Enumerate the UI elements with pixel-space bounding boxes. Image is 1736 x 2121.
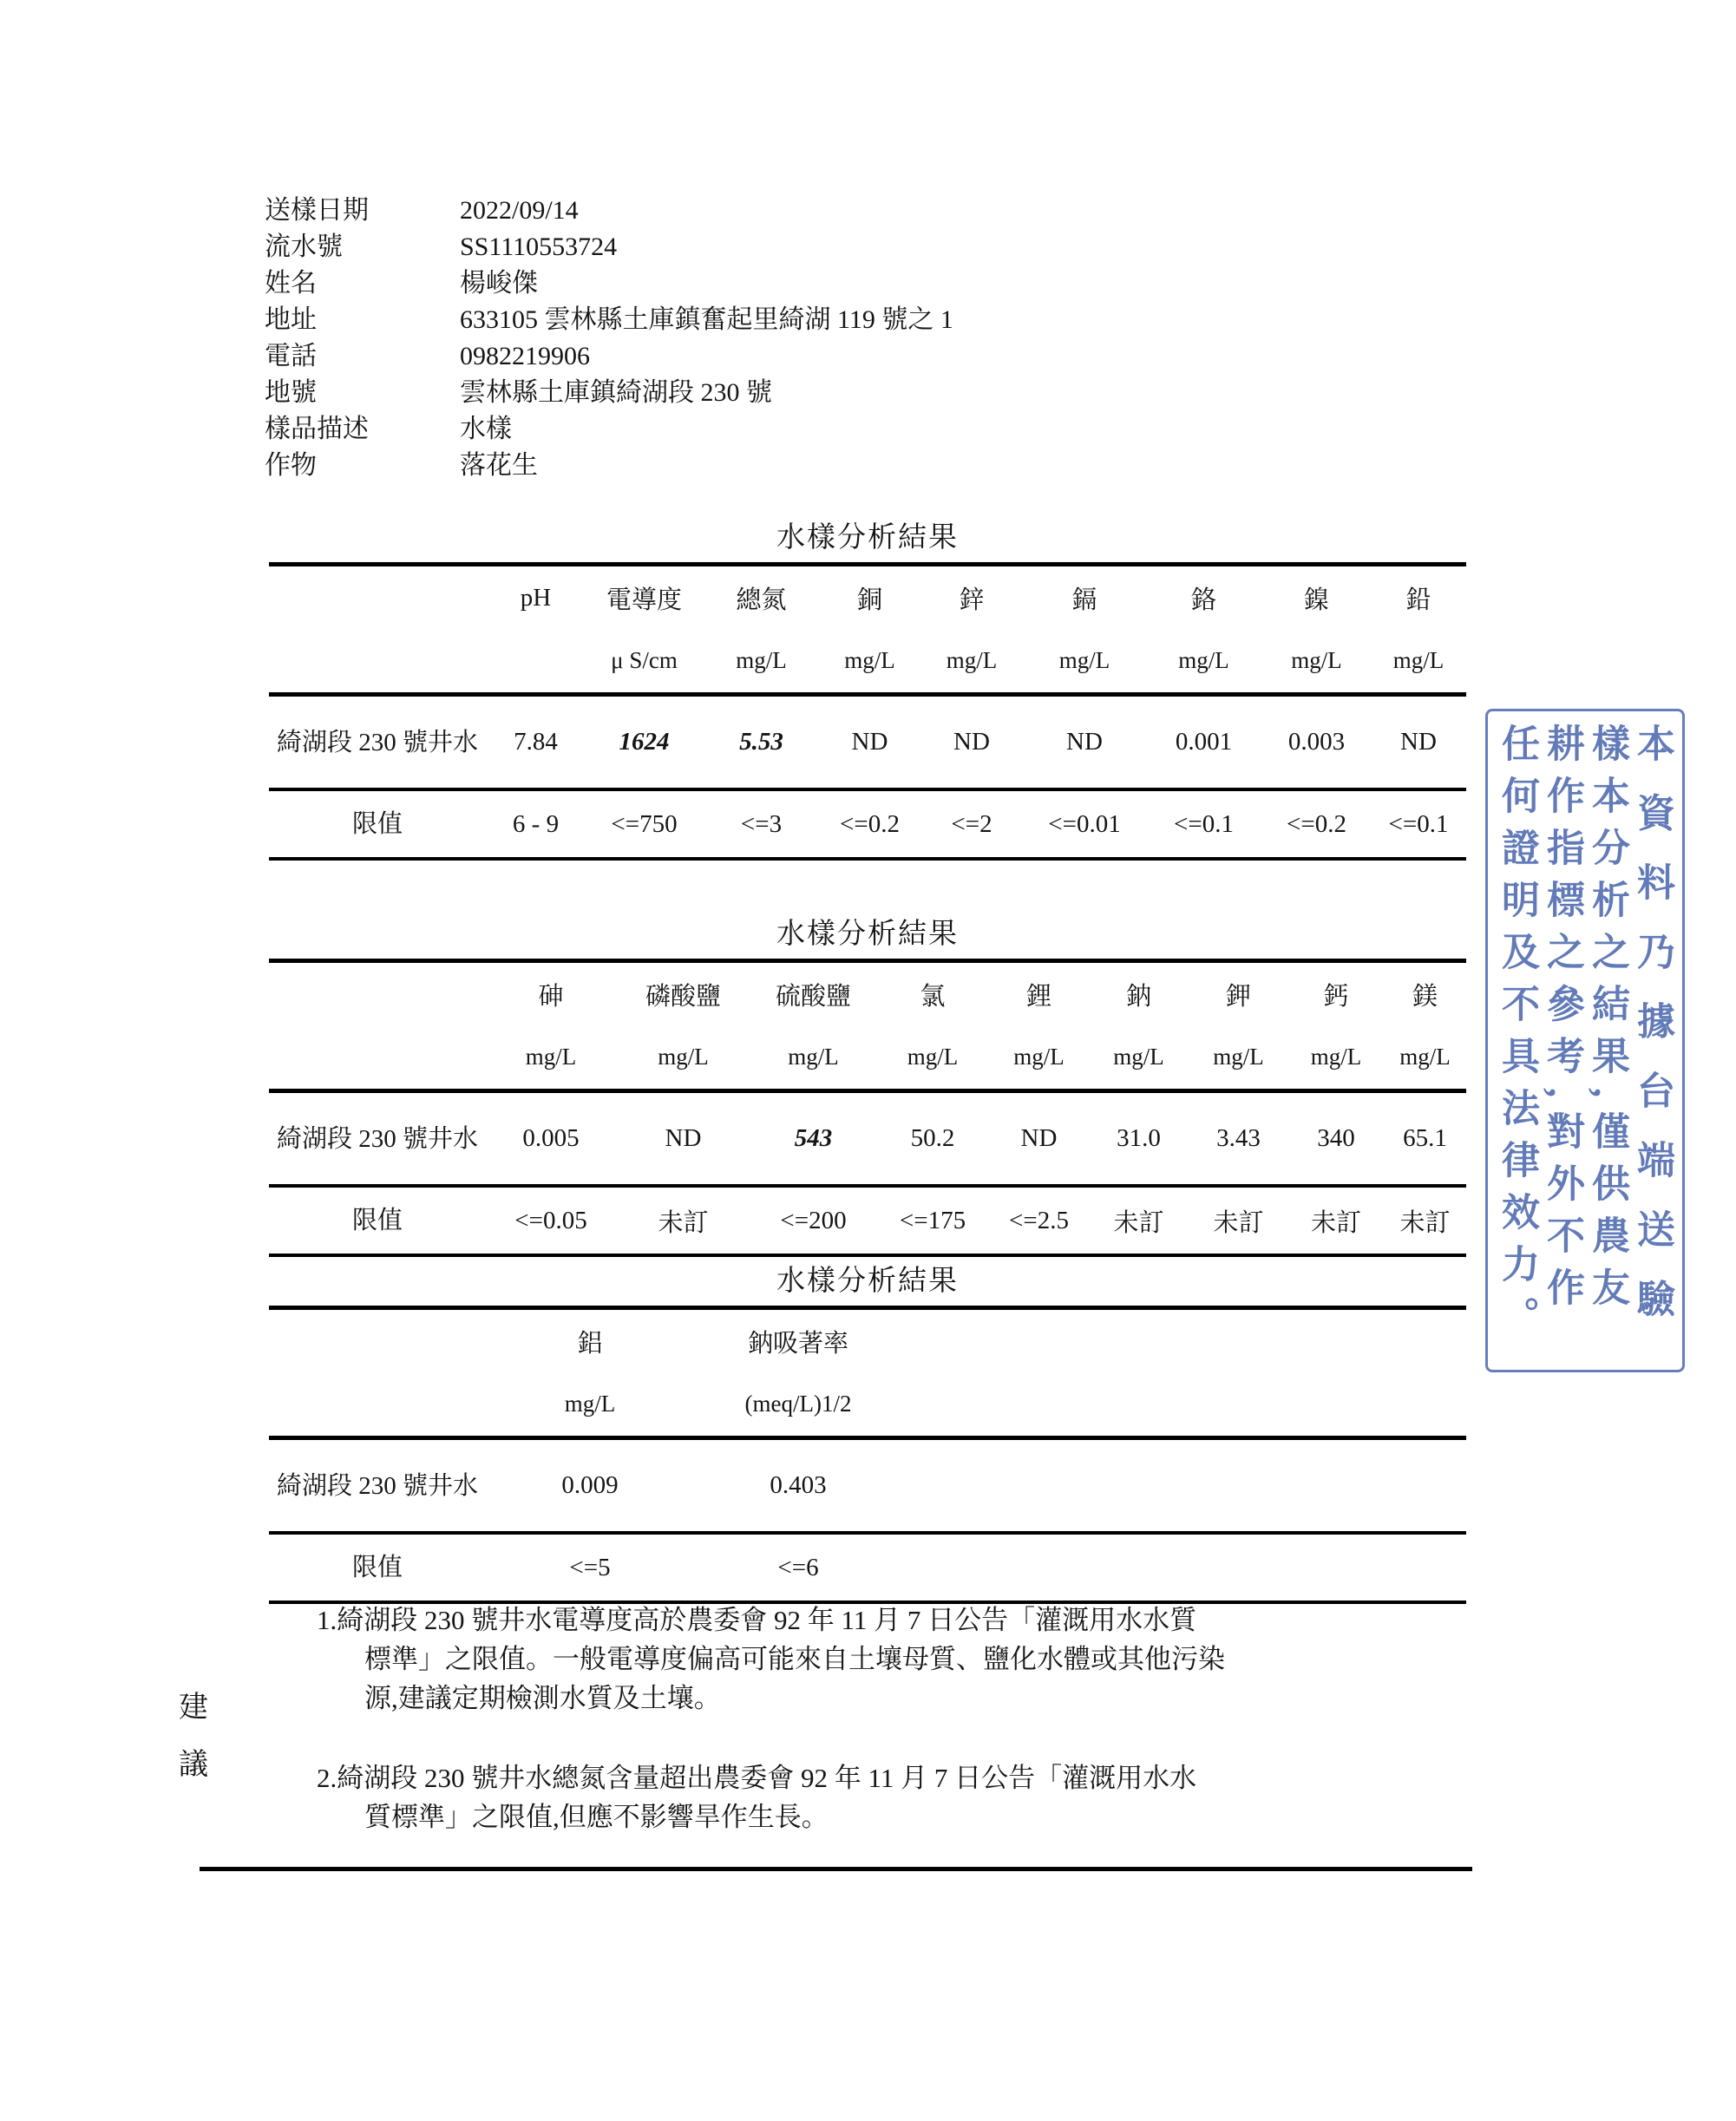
- value-cell: 0.001: [1145, 695, 1262, 790]
- param-unit: mg/L: [1384, 1025, 1466, 1091]
- param-name: 鎳: [1303, 586, 1329, 614]
- value-cell: ND: [1024, 695, 1145, 790]
- value-cell: ND: [616, 1091, 750, 1187]
- value-cell: ND: [820, 695, 920, 790]
- value-cell-exceeded: 5.53: [703, 695, 820, 790]
- empty-cell: [902, 1438, 1466, 1534]
- param-unit: mg/L: [1024, 629, 1145, 695]
- param-name: 硫酸鹽: [775, 982, 851, 1011]
- value-cell: 0.403: [694, 1438, 902, 1534]
- value-cell: 65.1: [1384, 1091, 1466, 1187]
- sample-name: 綺湖段 230 號井水: [269, 695, 486, 790]
- limit-cell: 未訂: [1113, 1208, 1164, 1237]
- param-unit: mg/L: [703, 629, 820, 695]
- recommendation-line: 質標準」之限值,但應不影響旱作生長。: [364, 1802, 829, 1832]
- value-cell: 50.2: [876, 1091, 989, 1187]
- unit-row: [269, 1025, 1466, 1091]
- field-label: 樣品描述: [265, 415, 369, 443]
- recommendation-line: 1.綺湖段 230 號井水電導度高於農委會 92 年 11 月 7 日公告「灌溉用水水質: [317, 1605, 1197, 1635]
- field-value: 落花生: [460, 451, 538, 480]
- empty-cell: [269, 565, 486, 630]
- field-serial-number: [265, 229, 953, 265]
- limit-row: [269, 1533, 1466, 1602]
- value-cell: ND: [920, 695, 1024, 790]
- recommendation-label-char: 議: [179, 1749, 208, 1781]
- param-name: 鉻: [1190, 586, 1216, 614]
- value-cell: 31.0: [1089, 1091, 1189, 1187]
- field-label: 姓名: [265, 269, 317, 298]
- param-unit: μ S/cm: [586, 629, 703, 695]
- param-name: 鋁: [577, 1329, 603, 1358]
- field-land-number: [265, 375, 953, 411]
- disclaimer-stamp: [1485, 709, 1685, 1372]
- empty-cell: [902, 1372, 1466, 1438]
- limit-cell: 未訂: [658, 1208, 709, 1237]
- param-name: 鎂: [1412, 982, 1438, 1011]
- field-label: 地址: [265, 305, 317, 334]
- empty-cell: [269, 1372, 486, 1438]
- recommendation-line: 2.綺湖段 230 號井水總氮含量超出農委會 92 年 11 月 7 日公告「灌溉用水水: [317, 1763, 1197, 1793]
- analysis-table-2-grid: [269, 959, 1466, 1257]
- param-name: 鈉: [1125, 982, 1151, 1011]
- recommendation-text: [317, 1601, 1484, 1836]
- limit-cell: <=175: [899, 1206, 966, 1234]
- field-label: 作物: [265, 451, 317, 480]
- analysis-table-2: [269, 917, 1466, 1257]
- param-name: 氯: [920, 982, 946, 1011]
- sample-value-row: [269, 1091, 1466, 1187]
- sample-value-row: [269, 1438, 1466, 1534]
- value-cell: 3.43: [1189, 1091, 1288, 1187]
- param-unit: mg/L: [1262, 629, 1371, 695]
- field-value: 2022/09/14: [460, 196, 579, 225]
- field-value: 0982219906: [460, 342, 590, 370]
- limit-cell: <=0.05: [514, 1206, 587, 1234]
- limit-label: 限值: [351, 1554, 403, 1581]
- param-unit: mg/L: [1145, 629, 1262, 695]
- field-label: 電話: [265, 342, 317, 370]
- limit-cell: 6 - 9: [512, 809, 560, 838]
- param-unit: [486, 629, 586, 695]
- limit-cell: 未訂: [1213, 1208, 1264, 1237]
- empty-cell: [269, 1308, 486, 1373]
- field-value: 633105 雲林縣土庫鎮奮起里綺湖 119 號之 1: [460, 305, 953, 334]
- param-name: 鉛: [1405, 586, 1431, 614]
- param-unit: mg/L: [750, 1025, 876, 1091]
- empty-cell: [902, 1308, 1466, 1373]
- stamp-column-1: 本資料乃據台端送驗: [1631, 723, 1674, 1348]
- sample-value-row: [269, 695, 1466, 790]
- limit-cell: <=6: [777, 1553, 819, 1581]
- value-cell: ND: [989, 1091, 1089, 1187]
- table-title: 水樣分析結果: [776, 522, 959, 553]
- limit-cell: <=3: [740, 809, 783, 838]
- param-unit: mg/L: [989, 1025, 1089, 1091]
- recommendation-label-char: 建: [179, 1692, 208, 1724]
- field-phone: [265, 338, 953, 375]
- stamp-column-3: 耕作指標之參考,對外不作: [1541, 723, 1583, 1319]
- param-unit: mg/L: [486, 1372, 694, 1438]
- param-name: 鈉吸著率: [747, 1329, 848, 1358]
- param-unit: mg/L: [486, 1025, 616, 1091]
- param-name-row: [269, 961, 1466, 1026]
- recommendation-label: [176, 1693, 211, 1808]
- analysis-table-3: [269, 1264, 1466, 1604]
- empty-cell: [269, 961, 486, 1026]
- param-name: 鎘: [1071, 586, 1097, 614]
- param-unit: mg/L: [876, 1025, 989, 1091]
- limit-cell: 未訂: [1310, 1208, 1361, 1237]
- stamp-column-4: 任何證明及不具法律效力。: [1496, 723, 1538, 1348]
- param-unit: mg/L: [920, 629, 1024, 695]
- limit-label: 限值: [351, 1207, 403, 1234]
- recommendation-line: 標準」之限值。一般電導度偏高可能來自土壤母質、鹽化水體或其他污染: [364, 1644, 1225, 1674]
- sample-info-block: [265, 193, 953, 484]
- field-crop: [265, 448, 953, 484]
- bottom-divider: [200, 1867, 1472, 1871]
- limit-cell: <=0.2: [1287, 809, 1346, 838]
- field-value: 雲林縣土庫鎮綺湖段 230 號: [460, 378, 772, 407]
- param-name: 鈣: [1323, 982, 1349, 1011]
- field-label: 送樣日期: [265, 196, 369, 225]
- limit-cell: <=2.5: [1009, 1206, 1069, 1234]
- value-cell: 0.009: [486, 1438, 694, 1534]
- param-name: 磷酸鹽: [645, 982, 721, 1011]
- unit-row: [269, 629, 1466, 695]
- param-name: 砷: [538, 982, 564, 1011]
- value-cell: 0.003: [1262, 695, 1371, 790]
- field-value: 楊峻傑: [460, 269, 538, 298]
- limit-cell: 未訂: [1399, 1208, 1451, 1237]
- field-sample-date: [265, 193, 953, 229]
- limit-cell: <=0.2: [840, 809, 900, 838]
- analysis-table-1-grid: [269, 562, 1466, 861]
- value-cell: 0.005: [486, 1091, 616, 1187]
- analysis-table-1: [269, 520, 1466, 861]
- empty-cell: [269, 1025, 486, 1091]
- limit-cell: <=0.01: [1048, 809, 1121, 838]
- limit-label: 限值: [351, 810, 403, 838]
- param-name: 鋅: [959, 586, 985, 614]
- limit-cell: <=2: [951, 809, 992, 838]
- field-label: 流水號: [265, 232, 343, 261]
- stamp-column-2: 樣本分析之結果,僅供農友: [1586, 723, 1628, 1319]
- field-label: 地號: [265, 378, 317, 407]
- param-unit: mg/L: [1288, 1025, 1384, 1091]
- field-sample-description: [265, 411, 953, 448]
- param-unit: mg/L: [1189, 1025, 1288, 1091]
- field-address: [265, 302, 953, 338]
- field-name: [265, 265, 953, 302]
- param-name: 總氮: [736, 586, 787, 614]
- param-name-row: [269, 565, 1466, 630]
- analysis-table-3-grid: [269, 1306, 1466, 1604]
- empty-cell: [902, 1533, 1466, 1602]
- param-name: 鉀: [1225, 982, 1251, 1011]
- sample-name: 綺湖段 230 號井水: [269, 1438, 486, 1534]
- limit-row: [269, 789, 1466, 859]
- param-name: 電導度: [606, 586, 682, 614]
- disclaimer-stamp-text: [1488, 711, 1682, 1375]
- param-name: 銅: [856, 586, 882, 614]
- limit-cell: <=750: [611, 809, 678, 838]
- limit-cell: <=200: [780, 1206, 847, 1234]
- param-name: pH: [520, 583, 552, 612]
- limit-cell: <=5: [569, 1553, 611, 1581]
- param-unit: mg/L: [616, 1025, 750, 1091]
- table-title: 水樣分析結果: [776, 1266, 959, 1297]
- value-cell: 7.84: [486, 695, 586, 790]
- empty-cell: [269, 629, 486, 695]
- param-unit: mg/L: [820, 629, 920, 695]
- param-unit: (meq/L)1/2: [694, 1372, 902, 1438]
- limit-row: [269, 1186, 1466, 1255]
- unit-row: [269, 1372, 1466, 1438]
- param-name-row: [269, 1308, 1466, 1373]
- table-title: 水樣分析結果: [776, 919, 959, 950]
- field-value: 水樣: [460, 415, 512, 443]
- param-name: 鋰: [1025, 982, 1051, 1011]
- sample-name: 綺湖段 230 號井水: [269, 1091, 486, 1187]
- recommendation-line: 源,建議定期檢測水質及土壤。: [364, 1683, 721, 1713]
- limit-cell: <=0.1: [1388, 809, 1449, 838]
- value-cell: 340: [1288, 1091, 1384, 1187]
- limit-cell: <=0.1: [1174, 809, 1234, 838]
- param-unit: mg/L: [1371, 629, 1466, 695]
- value-cell-exceeded: 1624: [586, 695, 703, 790]
- field-value: SS1110553724: [460, 232, 618, 261]
- value-cell: ND: [1371, 695, 1466, 790]
- value-cell-exceeded: 543: [750, 1091, 876, 1187]
- param-unit: mg/L: [1089, 1025, 1189, 1091]
